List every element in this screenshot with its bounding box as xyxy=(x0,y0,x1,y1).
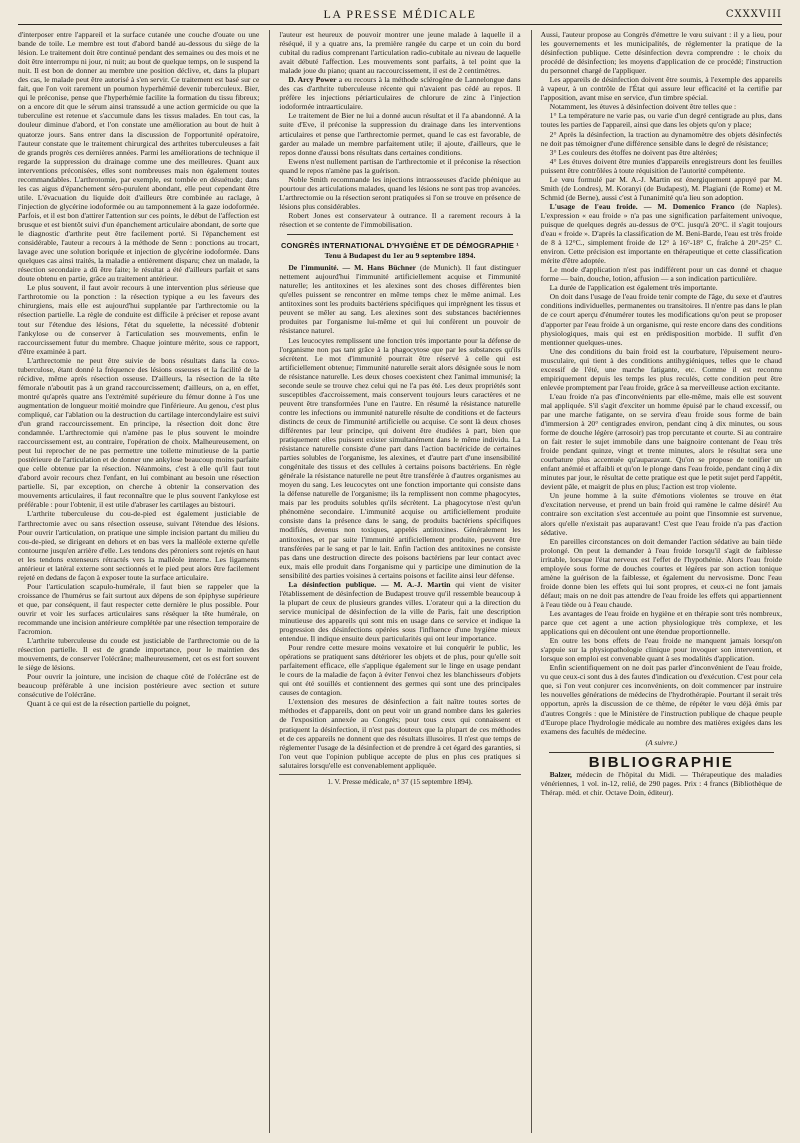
paragraph-text: médecin de l'hôpital du Midi. — Thérapeutique des maladies vénériennes, 1 vol. in-12, relié, de 290 pages. Prix : 4 francs (Bibliothèque de Thérap. méd. et chir. Octave Doin, éditeur). xyxy=(540,769,782,797)
paragraph: Pour ouvrir la jointure, une incision de chaque côté de l'olécrâne est de beaucoup préférable à une incision postérieure avec section et suture consécutive de l'olécrâne. xyxy=(18,672,260,700)
paragraph: Robert Jones est conservateur à outrance. Il a rarement recours à la résection et se contente de l'immobilisation. xyxy=(279,210,521,229)
paragraph: Les leucocytes remplissent une fonction très importante pour la défense de l'organisme non pas tant grâce à la phagocytose que par les substances qu'ils sécrètent. Le mot d'immunité pourrait être réservé à celle qui est artificiellement obtenue; l'immunité naturelle serait alors désignée sous le nom de résistance naturelle. Les deux choses coexistent chez l'animal immunisé; la seconde seule se trouve chez celui qui ne l'a pas été. Les deux propriétés sont susceptibles d'accroissement, mais conservent toujours leurs caractères et ne peuvent être transformées l'une en l'autre. En résumé la résistance naturelle contre les infections ou immunité naturelle résulte de conditions et de facteurs distincts de ceux de l'immunité artificielle ou acquise. Ce sont là deux choses différentes par leur principe, qui doivent être étudiées à part, bien que pratiquement elles puissent exister simultanément dans le même individu. La résistance naturelle consiste d'une part dans l'action bactéricide de certaines parties solubles de l'organisme, les alexines, et d'autre part d'une insensibilité congénitale des tissus et des cellules à certains poisons bactériens. En règle générale la résistance naturelle ne peut être transférée à d'autres organismes au moyen du sang. Les leucocytes ont une fonction importante qui consiste dans la défense naturelle de l'organisme; ils la remplissent non comme phagocytes, mais par les produits solubles qu'ils sécrètent. La phagocytose n'est qu'un phénomène secondaire. L'immunité acquise ou artificiellement produite consiste dans la présence dans le sang, de produits bactériens spécifiques modifiés, devenus non toxiques, appelés antitoxines. Généralement les antitoxines, et par suite l'immunité artificiellement produite, peuvent être transférées par le sang et par le lait. Enfin l'action des antitoxines ne consiste pas dans une destruction directe des poisons bactériens par leur contact avec eux, mais elle produit dans l'organisme qui y participe une diminution de la sensibilité des parties voisines à certains poisons et facilite ainsi leur défense. xyxy=(279,335,521,580)
author-name: Balzer, xyxy=(549,769,572,779)
paragraph-text: (de Naples). L'expression « eau froide » n'a pas une signification parfaitement univoque, puisque de quelques degrés au-dessus de 0°C. jusqu'à 20°C. il s'agit toujours d'eau « froide ». D'après la classification de M. Beni-Barde, l'eau est très froide de 8 à 12°C., simplement froide de 12° à 16°-18° C, fraîche à 20°-25° C. environ. Cette précision est importante en thérapeutique et cette classification mérite d'être adoptée. xyxy=(540,201,782,266)
paragraph: On doit dans l'usage de l'eau froide tenir compte de l'âge, du sexe et d'autres conditions individuelles, permanentes ou transitoires. Il n'entre pas dans le plan de ce court aperçu d'énumérer toutes les modifications qu'on peut se proposer d'apporter par l'eau froide à un organisme, qui reste encore dans des conditions physiologiques, mais qui est en prédisposition morbide. Il suffit d'en mentionner quelques-unes. xyxy=(540,292,782,347)
column-3 xyxy=(531,30,782,1133)
paragraph: L'extension des mesures de désinfection a fait naître toutes sortes de méthodes et d'appareils, dont on peut voir un grand nombre dans les galeries de l'exposition annexée au Congrès; pour tous ceux qui connaissent et pratiquent la désinfection, il n'est pas douteux que la plupart de ces méthodes et de ces appareils ne donnent que des résultats illusoires. Il n'est que temps de réglementer l'usage de la désinfection et de prendre à cet égard des garanties, si l'on veut que l'opinion publique accepte de plus en plus ces pratiques si salutaires lorsqu'elle est convenablement appliquée. xyxy=(279,697,521,770)
paragraph: Noble Smith recommande les injections intraosseuses d'acide phénique au pourtour des articulations malades, quand les lésions ne sont pas trop avancées. L'arthrectomie ou la résection seront pratiquées si l'on se trouve en présence de lésions plus considérables. xyxy=(279,174,521,211)
paragraph: Le traitement de Bier ne lui a donné aucun résultat et il l'a abandonné. A la suite d'Eve, il préconise la suppression du drainage dans les interventions articulaires et pense que l'arthrectomie permet, quand le cas est favorable, de garder au malade un membre parfaitement utile; il ajoute, d'ailleurs, que le repos donne d'aussi bons résultats dans certaines conditions. xyxy=(279,111,521,157)
paragraph: L'arthrite tuberculeuse du coude est justiciable de l'arthrectomie ou de la résection partielle. Il est de grande importance, pour le maintien des mouvements, de conserver l'olécrâne; malheureusement, cet os est fort souvent le siège de lésions. xyxy=(18,636,260,673)
divider xyxy=(549,752,774,753)
divider xyxy=(287,234,512,235)
list-item: 3° Les couleurs des étoffes ne doivent pas être altérées; xyxy=(549,147,718,157)
author-name: D. Arcy Power xyxy=(288,75,337,85)
paragraph: L'arthrectomie ne peut être suivie de bons résultats dans la coxo-tuberculose, étant donné la fréquence des lésions osseuses et la facilité de la récidive, même après résection osseuse. D'ailleurs, la résection de la tête fémorale n'aboutit pas à un grand raccourcissement; d'ailleurs, on a, en effet, montré qu'après quatre ans l'extrémité supérieure du fémur donne à l'os une augmentation de longueur moitié moindre que l'inférieure. Au genou, c'est plus compliqué, car l'ablation ou la destruction du cartilage intercondylaire est suivi d'un grand raccourcissement. En principe, la résection doit donc être condamnée. L'arthrectomie qui n'amène pas le plus souvent le moindre raccourcissement est, au contraire, l'opération de choix. Malheureusement, on peut lui reprocher de ne pas permettre une toilette minutieuse de la partie postérieure de l'articulation et de donner une ankylose beaucoup moins parfaite que celle obtenue par la résection. Néanmoins, c'est à elle qu'il faut tout d'abord avoir recours chez l'enfant, en lui combinant au besoin une résection partielle. Si, par exception, on cherche à obtenir la conservation des mouvements articulaires, il faut reconnaître que le plus souvent l'ankylose est préférable : pour l'obtenir, il est utile d'abraser les cartilages au bistouri. xyxy=(18,355,260,510)
paragraph: Les appareils de désinfection doivent être soumis, à l'exemple des appareils à vapeur, à un contrôle de l'État qui assure leur efficacité et la certifie par l'apposition, avant mise en service, d'un timbre spécial. xyxy=(540,75,782,103)
page-number: CXXXVIII xyxy=(725,8,782,20)
paragraph: Pour rendre cette mesure moins vexatoire et lui conquérir le public, les opérations se pratiquent sans détériorer les objets et de plus, pour qu'elle soit parfaitement efficace, elle s'applique également sur le linge en usage pendant le cours de la maladie de façon à éviter l'envoi chez les blanchisseurs d'objets qui ont été souillés et contiennent des germes qui sont une des principales causes de contagion. xyxy=(279,643,521,698)
paragraph: Le vœu formulé par M. A.-J. Martin est énergiquement appuyé par M. Smith (de Londres), M. Koranyi (de Budapest), M. Plagiani (de Rome) et M. Schmid (de Berne), aussi c'est à l'unanimité qu'a lieu son adoption. xyxy=(540,174,782,202)
topic-heading: L'usage de l'eau froide. — M. Domenico Franco xyxy=(549,201,735,211)
list-item: 1° La température ne varie pas, ou varie d'un degré centigrade au plus, dans toutes les parties de l'appareil, ainsi que dans les objets qu'on y place; xyxy=(540,111,782,130)
paragraph: La durée de l'application est également très importante. xyxy=(549,283,718,293)
paragraph: Les avantages de l'eau froide en hygiène et en thérapie sont très nombreux, parce que cet agent a une action physiologique très complexe, et les applications qui en découlent ont une étendue proportionnelle. xyxy=(540,609,782,637)
journal-title: LA PRESSE MÉDICALE xyxy=(323,6,477,21)
paragraph: Aussi, l'auteur propose au Congrès d'émettre le vœu suivant : il y a lieu, pour les gouvernements et les municipalités, de réglementer la pratique de la désinfection publique. Cette désinfection devra comprendre : le choix du procédé de désinfection; les moyens d'application de ce procédé; l'instruction du personnel chargé de l'appliquer. xyxy=(540,30,782,76)
to-be-continued: (A suivre.) xyxy=(645,737,678,747)
paragraph: d'interposer entre l'appareil et la surface cutanée une couche d'ouate ou une bande de toile. Le membre est tout d'abord bandé au-dessous du siège de la lésion. Le traitement doit être continué pendant des semaines ou des mois et ne doit être interrompu ni jour, ni nuit; au bout de quelque temps, on le suspend la nuit. Il est bon de donner au membre une position déclive, et, dans la plupart des cas, le malade peut être autorisé à s'en servir. Ce traitement est basé sur ce fait, que l'on voit rarement un poumon hyperhémié devenir tuberculeux. Bier, qui le préconise, pense que l'hyperhémie facilite la formation du tissu fibreux; on a encore dit que le sérum ainsi transsudé a une action germicide ou que la tuberculine est retenue et s'accumule dans les tissus malades. En tout cas, la douleur diminue d'abord, et l'on constate une amélioration au bout de huit à quatorze jours. Sans entrer dans la discussion de l'opportunité opératoire, l'auteur constate que le traitement chirurgical des arthrites tuberculeuses a fait de grands progrès ces dernières années. Parmi les améliorations de technique il regarde la suppression du drainage comme une des meilleures. Quant aux interventions préconisées, elles sont nombreuses mais non également toutes recommandables. L'arthrotomie, par exemple, est tombée en désuétude; dans les cas aigus d'épanchement séro-purulent abondant, elle peut cependant être utile. L'évacuation du liquide doit d'ailleurs être combinée au raclage, à l'injection de glycérine iodoformée ou au tamponnement à la gaze iodoformée. Parfois, et il est bon d'attirer l'attention sur ces points, le début de l'affection est brusque et est bientôt suivi d'un épanchement articulaire abondant, de sorte que le diagnostic d'arthrite peut être facilement porté. Si l'épanchement est considérable, l'auteur a recours à la méthode de Senn : ponctions au trocart, lavage avec une solution boriquée et injection de glycérine iodoformée. Dans quelques cas ainsi traités, la maladie a entièrement disparu; chez un malade, la résection secondaire a dû être faite; le résultat a été d'ailleurs parfait et sans doute obtenu en partie, grâce au traitement antérieur. xyxy=(18,30,260,284)
paragraph xyxy=(279,75,520,111)
paragraph: Le plus souvent, il faut avoir recours à une intervention plus sérieuse que l'arthrotomie ou la ponction : la résection typique a eu les faveurs des chirurgiens, mais elle est aujourd'hui supplantée par l'arthrectomie ou la résection partielle. La règle de conduite est difficile à préciser et repose avant tout sur l'étendue des lésions, l'état du squelette, la nécessité d'obtenir l'ankylose ou de conserver à l'articulation ses mouvements, enfin le raccourcissement futur du membre. Chaque jointure mérite, sous ce rapport, d'être examinée à part. xyxy=(18,283,260,356)
paragraph xyxy=(541,770,782,797)
paragraph: Le mode d'application n'est pas indifférent pour un cas donné et chaque forme — bain, douche, lotion, affusion — a son indication particulière. xyxy=(540,265,782,284)
paragraph: En pareilles circonstances on doit demander l'action sédative au bain tiède prolongé. On peut la demander à l'eau froide lorsqu'il s'agit de faiblesse irritable, lorsque l'état nerveux est l'effet de l'hypothénie. Alors l'eau froide employée sous forme de douches courtes et légères par son action tonique amène la guérison de la faiblesse, et également du nervosisme. Donc l'eau froide donne bien les effets qui lui sont propres, et ceux-ci ne font jamais défaut; mais on ne doit pas attendre de l'eau froide les effets qui appartiennent à l'eau tiède ou à l'eau chaude. xyxy=(540,536,782,609)
section-subtitle: Tenu à Budapest du 1er au 9 septembre 1894. xyxy=(324,251,476,261)
paragraph: Enfin scientifiquement on ne doit pas parler d'inconvénient de l'eau froide, vu que ceux-ci sont dus à des fautes d'indication ou d'exécution. C'est pour cela que, si l'on veut conjurer ces inconvénients, on doit commencer par instruire les nouvelles générations de médecins de l'hydrothérapie. Pourtant il serait très opportun, après la discussion de ce thème, de répéter le vœu déjà émis par d'autres Congrès : que le Ministère de l'instruction publique de chaque peuple d'Europe place l'hydrologie médicale au nombre des matières exigées dans les examens des facultés de médecine. xyxy=(540,663,782,736)
paragraph-text: a eu recours à la méthode sclérogène de Lannelongue dans des cas d'arthrite tuberculeuse récente qui n'avaient pas cédé au repos. Il préfère les injections périarticulaires de chlorure de zinc à l'injection iodoformée intraarticulaire. xyxy=(279,75,521,112)
topic-heading: De l'immunité. — M. Hans Büchner xyxy=(288,263,416,273)
paragraph xyxy=(279,263,520,335)
paragraph: Une des conditions du bain froid est la courbature, l'épuisement neuro-musculaire, qui tient à des conditions antihygiéniques, telles que le chaud excessif de l'été, une marche fatigante, etc. Comme il est reconnu empiriquement depuis les temps les plus reculés, cette condition peut être enlevée promptement par l'eau froide, grâce à sa merveilleuse action excitante. xyxy=(540,346,782,392)
footnote: 1. V. Presse médicale, n° 37 (15 septembre 1894). xyxy=(279,774,520,786)
page-header xyxy=(18,4,782,25)
paragraph: Ewens n'est nullement partisan de l'arthrectomie et il préconise la résection quand le repos n'amène pas la guérison. xyxy=(279,156,521,175)
paragraph xyxy=(541,202,782,265)
paragraph xyxy=(279,580,520,643)
paragraph: L'arthrite tuberculeuse du cou-de-pied est également justiciable de l'arthrectomie avec ou sans résection osseuse, suivant l'étendue des lésions. Pour ouvrir l'articulation, on pratique une simple incision partant du milieu du cou-de-pied, se dirigeant en dehors et en bas vers la malléole externe qu'elle contourne jusqu'en arrière d'elle. Les tendons des péroniers sont rejetés en haut et les tendons extenseurs rétractés vers la malléole interne. Les ligaments antérieur et latéral externe sont sectionnés et le pied peut alors être facilement rejeté en dedans de façon à exposer toute la surface articulaire. xyxy=(18,509,260,582)
paragraph: Pour l'articulation scapulo-humérale, il faut bien se rappeler que la croissance de l'humérus se fait surtout aux dépens de son épiphyse supérieure et que, par conséquent, il faut respecter cette dernière le plus possible. Pour ouvrir et voir les surfaces articulaires sans réséquer la tête humérale, on recommande une incision antérieure complétée par une résection temporaire de l'acromion. xyxy=(18,581,260,637)
section-title: CONGRÈS INTERNATIONAL D'HYGIÈNE ET DE DÉMOGRAPHIE ¹ xyxy=(281,241,519,251)
paragraph: Notamment, les étuves à désinfection doivent être telles que : xyxy=(549,102,737,112)
topic-heading: La désinfection publique. — M. A.-J. Martin xyxy=(288,579,451,589)
paragraph: l'auteur est heureux de pouvoir montrer une jeune malade à laquelle il a réséqué, il y a quatre ans, la première rangée du carpe et un coin du bord cubital du radius comprenant l'articulation radio-cubitale au niveau de laquelle avait débuté l'affection. Les mouvements sont parfaits, à tel point que la malade joue du piano; quant au raccourcissement, il est de 2 centimètres. xyxy=(279,30,521,76)
list-item: 2° Après la désinfection, la traction au dynamomètre des objets désinfectés ne doit pas témoigner d'une différence sensible dans le degré de résistance; xyxy=(540,129,782,148)
column-1 xyxy=(18,30,259,1133)
bibliography-title: BIBLIOGRAPHIE xyxy=(588,753,734,771)
paragraph: L'eau froide n'a pas d'inconvénients par elle-même, mais elle est souvent mal appliquée. S'il s'agit d'exciter un homme épuisé par le chaud excessif, ou par une marche fatigante, on se servira d'eau froide sous forme de bain d'immersion à 20° centigrades environ, pendant cinq à dix minutes, ou sous forme de douche légère (arrosoir) pas trop percutante et courte. Si au contraire on fait rester le sujet immobile dans une baignoire contenant de l'eau très froide pendant quinze, vingt et trente minutes, alors le résultat sera une courbature plus accentuée qu'auparavant. Qu'on se propose de tonifier un enfant anémié et affaibli et qu'on le plonge dans l'eau froide, pendant cinq à dix minutes par jour, le résultat de cette pratique est que le petit sujet perd l'appétit, devient pâle, et maigrit de plus en plus; l'action est trop violente. xyxy=(540,391,782,492)
paragraph-text: qui vient de visiter l'établissement de désinfection de Budapest trouve qu'il ressemble beaucoup à la plupart de ceux de plusieurs grandes villes. L'orateur qui a la direction du service municipal de désinfection de la ville de Paris, fait une description minutieuse des appareils qui sont mis en usage dans ce service et indique la progression des désinfections opérées sous l'influence d'une hygiène mieux entendue. Il indique ensuite deux particularités qui ont leur importance. xyxy=(279,579,521,644)
paragraph-text: (de Munich). Il faut distinguer nettement aujourd'hui l'immunité artificiellement acquise et l'immunité naturelle; les antitoxines et les alexines sont des choses différentes bien qu'elles puissent se rencontrer en même temps chez le même animal. Les antitoxines sont les produits bactériens spécifiques qui imprègnent les tissus et peuvent se mêler au sang. Les alexines sont des substances bactériennes produites par l'organisme lui-même et qui lui confèrent un pouvoir de résistance naturel. xyxy=(279,263,521,336)
column-2 xyxy=(269,30,520,1133)
list-item: 4° Les étuves doivent être munies d'appareils enregistreurs dont les feuilles puissent être contrôlées à toute réquisition de l'autorité compétente. xyxy=(540,156,782,175)
paragraph: Quant à ce qui est de la résection partielle du poignet, xyxy=(27,699,190,709)
text-columns xyxy=(18,30,782,1133)
paragraph: Un jeune homme à la suite d'émotions violentes se trouve en état d'excitation nerveuse, et prend un bain froid qui ramène le calme désiré! Au contraire son excitation s'est accentuée au point que l'insomnie est survenue, alors qu'elle n'existait pas auparavant! C'est que l'eau froide n'a pas d'action sédative. xyxy=(540,491,782,537)
paragraph: En outre les bons effets de l'eau froide ne manquent jamais lorsqu'on s'appuie sur la physiopathologie clinique pour invoquer son intervention, et lorsque son emploi est convenable quant à ses modalités d'application. xyxy=(540,636,782,664)
